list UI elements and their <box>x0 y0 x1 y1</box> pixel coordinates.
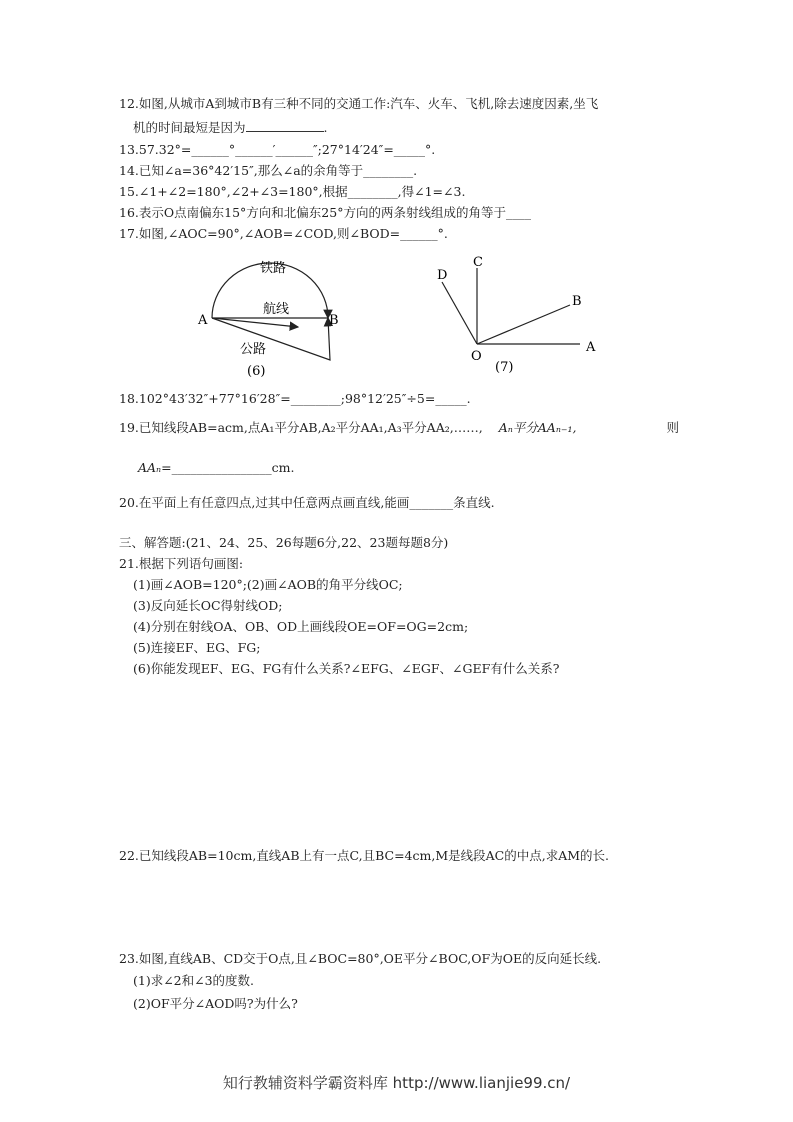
question-12-line2 <box>133 119 328 136</box>
label-road: 公路 <box>240 342 267 357</box>
ray-ob <box>477 305 570 344</box>
question-13: 13.57.32°=______°______′______″;27°14′24″=_____°. <box>119 142 436 157</box>
figure-6 <box>190 252 350 380</box>
point-d-label: D <box>437 268 448 283</box>
answer-blank <box>246 119 324 132</box>
question-19-an: Aₙ平分AAₙ₋₁, <box>498 420 577 435</box>
question-22: 22.已知线段AB=10cm,直线AB上有一点C,且BC=4cm,M是线段AC的中点,求AM的长. <box>119 848 610 863</box>
question-19-text: 19.已知线段AB=acm,点A₁平分AB,A₂平分AA₁,A₃平分AA₂,……, <box>119 420 483 435</box>
question-12-line1: 12.如图,从城市A到城市B有三种不同的交通工作:汽车、火车、飞机,除去速度因素,坐飞 <box>119 96 599 111</box>
point-a-label: A <box>198 313 208 328</box>
question-23-part-1: (1)求∠2和∠3的度数. <box>133 973 255 988</box>
question-15: 15.∠1+∠2=180°,∠2+∠3=180°,根据________,得∠1=∠3. <box>119 184 466 199</box>
question-21-step-3: (3)反向延长OC得射线OD; <box>133 598 283 613</box>
question-21-step-5: (5)连接EF、EG、FG; <box>133 640 261 655</box>
label-railway: 铁路 <box>260 261 287 276</box>
figure-7-caption: (7) <box>495 360 514 375</box>
point-b-label: B <box>572 294 582 309</box>
question-12-end: . <box>323 120 328 135</box>
point-o-label: O <box>471 349 482 364</box>
question-18: 18.102°43′32″+77°16′28″=________;98°12′25″÷5=_____. <box>119 391 471 406</box>
question-23-part-2: (2)OF平分∠AOD吗?为什么? <box>133 996 298 1011</box>
question-16: 16.表示O点南偏东15°方向和北偏东25°方向的两条射线组成的角等于____ <box>119 205 531 220</box>
page-footer: 知行教辅资料学霸资料库 http://www.lianjie99.cn/ <box>222 1074 571 1092</box>
figure-6-caption: (6) <box>247 364 266 379</box>
label-airline: 航线 <box>263 302 290 317</box>
question-19-answer: =________________cm. <box>161 460 295 475</box>
question-19-line1 <box>119 420 679 436</box>
question-20: 20.在平面上有任意四点,过其中任意两点画直线,能画_______条直线. <box>119 495 495 510</box>
question-17: 17.如图,∠AOC=90°,∠AOB=∠COD,则∠BOD=______°. <box>119 226 448 241</box>
question-19-then: 则 <box>666 420 679 435</box>
question-23: 23.如图,直线AB、CD交于O点,且∠BOC=80°,OE平分∠BOC,OF为OE的反向延长线. <box>119 951 602 966</box>
question-21-step-1-2: (1)画∠AOB=120°;(2)画∠AOB的角平分线OC; <box>133 577 403 592</box>
figure-7 <box>425 250 605 380</box>
point-c-label: C <box>473 255 483 270</box>
question-21: 21.根据下列语句画图: <box>119 556 244 571</box>
question-12-text: 机的时间最短是因为 <box>133 120 246 135</box>
question-19-line2 <box>138 460 294 476</box>
section-3-heading: 三、解答题:(21、24、25、26每题6分,22、23题每题8分) <box>119 535 449 550</box>
point-a-label: A <box>586 340 596 355</box>
point-b-label: B <box>329 313 339 328</box>
question-14: 14.已知∠a=36°42′15″,那么∠a的余角等于________. <box>119 163 418 178</box>
ray-od <box>442 282 477 344</box>
question-21-step-4: (4)分别在射线OA、OB、OD上画线段OE=OF=OG=2cm; <box>133 619 469 634</box>
question-21-step-6: (6)你能发现EF、EG、FG有什么关系?∠EFG、∠EGF、∠GEF有什么关系? <box>133 661 560 676</box>
question-19-aan: AAₙ <box>138 460 162 475</box>
